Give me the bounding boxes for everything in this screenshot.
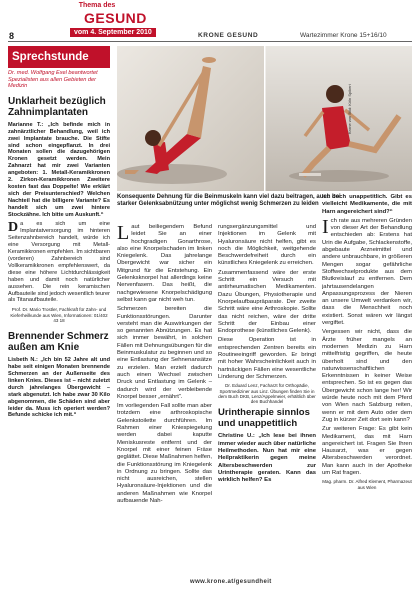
article-headline: Urintherapie sinnlos und unappetitlich bbox=[218, 407, 310, 429]
photo-stretching-woman bbox=[117, 46, 412, 191]
paragraph: Schmerzen bereiten die Funktionsstörungen. Darunter versteht man die Auswirkungen der so genannten Abnützungen. Es hat sich immer bewährt, in solchen Fällen mit Dehnungsübungen für die Beinmuskulatur zu beginnen und so eine Entlastung der Sehnenansätze zu erzielen. Man erzielt dadurch auch einen Wechsel zwischen Druck und Entlastung im Gelenk – dadurch wird der verbleibende Knorpel besser „ernährt“. bbox=[117, 306, 212, 400]
reader-question: Marianne T.: „Ich befinde mich in zahnärztlicher Behandlung, weil ich zwei Implantate brauche. Die Stifte sind schon eingepflanzt. In drei Monaten sollen die dazugehörigen Kronen gesetzt werden. Mein Zahnarzt hat mir zwei Varianten angeboten: 1. Metall-Keramikkronen 2. Zirkon-Keramikkronen Zweitere kosten fast das Doppelte! Wie erklärt sich der Preisunterschied? Welchen Nachteil hat die billigere Variante? Es handelt sich um zwei hintere Stockzähne. Ich bitte um Auskunft.“ bbox=[8, 121, 110, 218]
section-topic: Thema des bbox=[78, 2, 116, 9]
drop-cap: I bbox=[322, 215, 329, 238]
paragraph-text: ch rate aus mehreren Gründen von dieser Art der Behandlung entschieden ab: Erstens hat Urin die Aufgabe, Schlackenstoffe, abgebaute Arzneimittel und andere unbrauchbare, in größeren Mengen sogar gefährliche Stoffwechselprodukte aus dem Blutkreislauf zu entfernen. Dem jahrtausendelangen Anpassungsprozess der Nieren an unsere Umwelt verdanken wir, dass die Menschheit noch existiert. Sonst wären wir längst vergiftet. bbox=[322, 217, 412, 327]
expert-signature: Dr. Eduard Lenz, Facharzt für Orthopädie, Sportmediziner aus Linz. Übungen finden Sie in dem Buch DKB, Lenz/Appelmeier, erhältlich über den Buchhandel bbox=[218, 383, 316, 405]
drop-cap: L bbox=[117, 224, 130, 244]
expert-signature: Prof. Dr. Mario Trostler, Fachkraft für Zahn- und Kieferheilkunde aus Wien, Informationen: 01/402 43 18 bbox=[10, 307, 108, 323]
expert-signature: Mag. pharm. Dr. Alfred Klement, Pharmazeut aus Wien bbox=[322, 479, 412, 490]
sidebar-intro: Dr. med. Wolfgang Exel beantwortet Spezialisten aus allen Gebieten der Medizin bbox=[8, 70, 98, 90]
paragraph: Zur weiteren Frage: Es gibt kein Medikament, das mit Harn angereichert ist. Fragen Sie Ihren Hausarzt, was er gegen Altersbeschwerden verordnet. Man kann auch in der Apotheke um Rat fragen. bbox=[322, 426, 412, 476]
drop-cap: D bbox=[8, 220, 19, 236]
page-number: 8 bbox=[9, 31, 15, 41]
article-column-3 bbox=[322, 194, 412, 572]
paragraph: Vergessen wir nicht, dass die Ärzte früher mangels an modernen Medizin zu Harn mittelfristig gegriffen, die heute überholt sind und den naturwissenschaftlichen Erkenntnissen in keiner Weise entsprechen. So ist es gegen das Übergewicht schon lange her! Wir würde heute noch mit dem Pferd von Wien nach Salzburg reiten, wenn er mit dem Auto oder dem Zug in kürzer Zeit dort sein kann? bbox=[322, 329, 412, 423]
paragraph: Zusammenfassend wäre der erste Schritt ein Versuch mit antirheumatischen Medikamenten. Dazu Übungen, Physiotherapie und Knorpelaufbaupräparate. Der zweite Schritt wäre eine Arthroskopie. Sollte das nicht reichen, wäre der dritte Schritt der Einbau einer Endoprothese (künstliches Gelenk). bbox=[218, 269, 316, 335]
article-headline: Brennender Schmerz außen am Knie bbox=[8, 331, 109, 354]
paragraph: rungsergänzungsmittel und Injektionen im Gelenk mit Hyaluronsäure nicht helfen, gibt es noch die Möglichkeit, weitgehende Beschwerdefreiheit durch ein künstliches Kniegelenk zu erreichen. bbox=[218, 224, 316, 267]
paragraph: Im vorliegenden Fall sollte man aber trotzdem eine arthroskopische Gelenkstoilette durchführen. Im Rahmen einer Kniespiegelung werden dabei kaputte Meniskusreste entfernt und der Knorpel mit einer feinen Fräse geglättet. Diese Maßnahmen helfen, die Funktionsstörung im Kniegelenk in Ordnung zu bringen. Sollte das nicht ausreichen, stellen Hyaluronsäure-Injektionen und die anderen Maßnahmen wie Knorpel aufbauende Nah- bbox=[117, 403, 212, 504]
paragraph-text: aut beiliegendem Befund leidet Sie an einer hochgradigen Gonarthrose, also eine Knorpelschaden im linken Kniegelenk. Das jahrelange Übergewicht war sicher ein Mitgrund für die Entstehung. Ein Gelenksknorpel hat allerdings keine Nervenfasern. Das heißt, die nachgewiesene Knorpelschädigung selbst kann gar nicht weh tun. bbox=[117, 224, 212, 303]
header-rule bbox=[8, 41, 412, 42]
paragraph: Diese Operation ist in entsprechenden Zentren bereits ein Routineeingriff geworden. Er bringt mit hoher Wahrscheinlichkeit auch in hartnäckigen Fällen eine wesentliche Linderung der Schmerzen. bbox=[218, 337, 316, 380]
sprechstunde-box-title: Sprechstunde bbox=[8, 46, 110, 68]
header-issue: Wartezimmer Krone 15+16/10 bbox=[300, 32, 387, 39]
photo-caption: Konsequente Dehnung für die Beinmuskeln kann viel dazu beitragen, auch bei starker Gelenksabnützung unter möglichst wenig Schmerzen zu leiden bbox=[117, 194, 341, 207]
brand-logo: GESUND bbox=[84, 10, 147, 26]
article-column-2 bbox=[218, 224, 316, 572]
edition-date: vom 4. September 2010 bbox=[70, 28, 156, 37]
photo-credit: Krone von Bild: Köln Spikeri bbox=[347, 84, 352, 134]
photo-illustration bbox=[117, 46, 412, 191]
footer-url: www.krone.at/gesundheit bbox=[190, 579, 272, 585]
expert-answer bbox=[8, 221, 110, 304]
reader-question: Christine U.: „Ich lese bei ihnen immer wieder auch über natürliche Heilmethoden. Nun hat mir eine Heilpraktikerin gegen meine Altersbeschwerden zur Urintherapie geraten. Kann das wirklich helfen? Es bbox=[218, 433, 316, 484]
paragraph bbox=[117, 224, 212, 304]
article-headline: Unklarheit bezüglich Zahnimplantaten bbox=[8, 95, 106, 118]
article-column-1 bbox=[117, 224, 212, 572]
header-section-title: KRONE GESUND bbox=[198, 32, 259, 39]
reader-question-end: ist doch unappetitlich. Gibt es vielleicht Medikamente, die mit Harn angereichert sind?“ bbox=[322, 194, 412, 215]
reader-question: Lisbeth N.: „Ich bin 52 Jahre alt und habe seit einigen Monaten brennende Schmerzen an der Außenseite des linken Knies. Dieses ist – nicht zuletzt durch jahrelanges Übergewicht – stark abgenutzt. Ich habe zwar 30 Kilo abgenommen, die Schäden sind aber leider da. Muss ich operiert werden? Befunde schicke ich mit.“ bbox=[8, 357, 110, 419]
answer-text: a es sich um eine Implantatversorgung im hinteren Seitenzahnbereich handelt, würde ich eine Versorgung mit Metall-Keramikkronen empfehlen. Im sichtbaren (vorderen) Zahnbereich sind Vollkeramikkronen empfehlenswert, da diese eine höhere Lichtdurchlässigkeit haben und damit noch natürlicher aussehen. Die rein keramischen Aufbauteile sind jedoch wesentlich teurer als Titanaufbauteile. bbox=[8, 221, 110, 304]
sidebar bbox=[8, 46, 110, 589]
paragraph bbox=[322, 215, 412, 327]
